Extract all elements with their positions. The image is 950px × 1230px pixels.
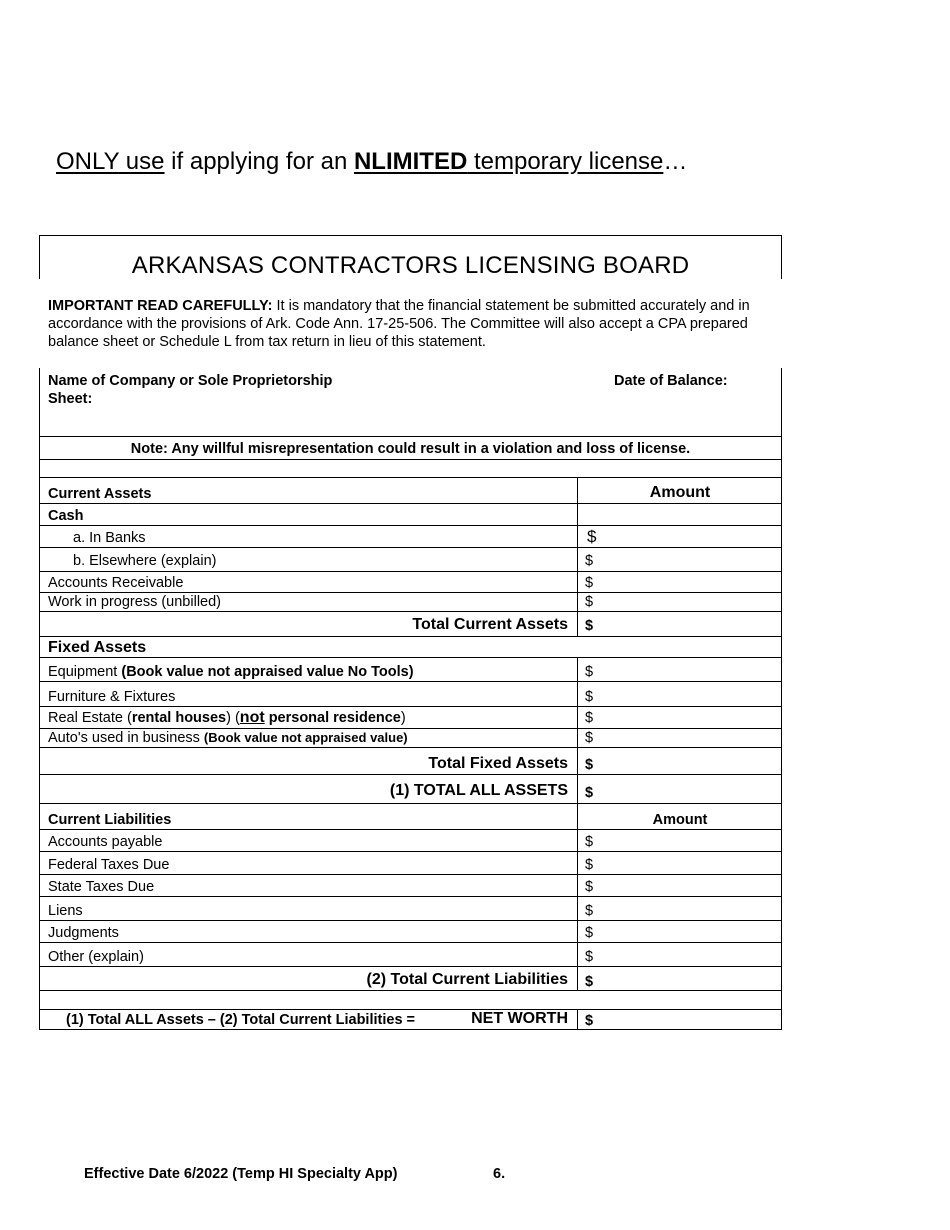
- divider: [39, 477, 782, 478]
- company-name-label: Name of Company or Sole Proprietorship: [48, 373, 333, 389]
- judgments-amount[interactable]: $: [585, 925, 594, 941]
- furniture-label: Furniture & Fixtures: [48, 689, 176, 705]
- divider: [39, 459, 782, 460]
- equipment-note: (Book value not appraised value No Tools): [121, 664, 414, 680]
- total-fixed-assets-label: Total Fixed Assets: [428, 755, 568, 772]
- sheet-label: Sheet:: [48, 391, 93, 407]
- net-worth-amount[interactable]: $: [585, 1013, 594, 1029]
- in-banks-amount[interactable]: $: [587, 527, 597, 546]
- divider: [39, 547, 782, 548]
- current-liabilities-header: Current Liabilities: [48, 812, 172, 828]
- real-estate-close: ): [400, 710, 406, 726]
- payable-label: Accounts payable: [48, 834, 163, 850]
- heading-ellipsis: …: [663, 148, 688, 175]
- receivable-label: Accounts Receivable: [48, 575, 184, 591]
- amount-header: Amount: [649, 484, 711, 501]
- furniture-amount[interactable]: $: [585, 689, 594, 705]
- divider: [39, 436, 782, 437]
- judgments-label: Judgments: [48, 925, 119, 941]
- divider: [39, 803, 782, 804]
- liens-label: Liens: [48, 903, 83, 919]
- net-worth-formula: (1) Total ALL Assets – (2) Total Current Liabilities =: [66, 1012, 415, 1028]
- divider: [39, 774, 782, 775]
- form-instruction-heading: [56, 148, 687, 176]
- misrepresentation-note: Note: Any willful misrepresentation could result in a violation and loss of license.: [130, 441, 691, 457]
- real-estate-paren: ) (: [226, 710, 240, 726]
- divider: [39, 942, 782, 943]
- heading-only-use: ONLY use: [56, 148, 165, 175]
- elsewhere-label: b. Elsewhere (explain): [73, 553, 217, 569]
- autos-amount[interactable]: $: [585, 730, 594, 746]
- state-taxes-amount[interactable]: $: [585, 879, 594, 895]
- divider: [39, 592, 782, 593]
- in-banks-label: a. In Banks: [73, 530, 146, 546]
- divider: [39, 657, 782, 658]
- federal-taxes-label: Federal Taxes Due: [48, 857, 170, 873]
- important-text: It is mandatory that the financial statement be submitted accurately and in accordance with the provisions of Ark. Code Ann. 17-25-506. The Committee will also accept a CPA prepared balance sheet or Schedule L from tax return in lieu of this statement.: [48, 298, 750, 350]
- receivable-amount[interactable]: $: [585, 575, 594, 591]
- elsewhere-amount[interactable]: $: [585, 553, 594, 569]
- payable-amount[interactable]: $: [585, 834, 594, 850]
- liabilities-amount-header: Amount: [652, 812, 708, 828]
- important-notice: [48, 297, 778, 351]
- net-worth-label: NET WORTH: [471, 1010, 568, 1027]
- cash-label: Cash: [48, 508, 84, 524]
- heading-nlimited: NLIMITED: [353, 148, 468, 175]
- heading-temporary-license: temporary license: [467, 148, 664, 175]
- real-estate-text: Real Estate (: [48, 710, 132, 726]
- divider: [39, 896, 782, 897]
- divider: [39, 747, 782, 748]
- other-label: Other (explain): [48, 949, 144, 965]
- equipment-label: [48, 664, 414, 680]
- current-assets-header: Current Assets: [48, 486, 152, 502]
- real-estate-amount[interactable]: $: [585, 710, 594, 726]
- wip-label: Work in progress (unbilled): [48, 594, 221, 610]
- state-taxes-label: State Taxes Due: [48, 879, 155, 895]
- total-all-assets-label: (1) TOTAL ALL ASSETS: [389, 782, 568, 799]
- total-current-assets-label: Total Current Assets: [412, 616, 568, 633]
- total-liabilities-amount[interactable]: $: [585, 974, 594, 990]
- autos-note: (Book value not appraised value): [203, 730, 408, 745]
- divider: [39, 525, 782, 526]
- real-estate-label: [48, 709, 406, 727]
- autos-label: [48, 730, 408, 746]
- important-label: IMPORTANT READ CAREFULLY:: [48, 298, 273, 314]
- total-current-assets-amount[interactable]: $: [585, 618, 594, 634]
- effective-date: Effective Date 6/2022 (Temp HI Specialty App): [84, 1166, 398, 1182]
- fixed-assets-header: Fixed Assets: [48, 639, 147, 656]
- date-of-balance-label: Date of Balance:: [614, 373, 728, 389]
- divider: [39, 611, 782, 612]
- divider: [39, 706, 782, 707]
- federal-taxes-amount[interactable]: $: [585, 857, 594, 873]
- divider: [39, 636, 782, 637]
- real-estate-rental: rental houses: [131, 710, 227, 726]
- other-amount[interactable]: $: [585, 949, 594, 965]
- liens-amount[interactable]: $: [585, 903, 594, 919]
- divider: [39, 571, 782, 572]
- divider: [39, 874, 782, 875]
- total-liabilities-label: (2) Total Current Liabilities: [366, 971, 568, 988]
- divider: [39, 728, 782, 729]
- company-name-field[interactable]: [40, 408, 781, 436]
- divider: [39, 829, 782, 830]
- total-all-assets-amount[interactable]: $: [585, 785, 594, 801]
- equipment-text: Equipment: [48, 664, 122, 680]
- heading-text: if applying for an: [164, 148, 354, 175]
- divider: [39, 990, 782, 991]
- divider: [39, 503, 782, 504]
- page-number: 6.: [493, 1166, 506, 1182]
- real-estate-not: not: [239, 709, 265, 726]
- autos-text: Auto's used in business: [48, 730, 204, 746]
- total-fixed-assets-amount[interactable]: $: [585, 757, 594, 773]
- divider: [39, 920, 782, 921]
- divider: [39, 851, 782, 852]
- column-divider: [577, 1009, 578, 1030]
- real-estate-residence: personal residence: [264, 710, 401, 726]
- divider: [39, 681, 782, 682]
- divider: [39, 966, 782, 967]
- board-title: ARKANSAS CONTRACTORS LICENSING BOARD: [131, 252, 690, 279]
- divider: [39, 1009, 782, 1010]
- equipment-amount[interactable]: $: [585, 664, 594, 680]
- wip-amount[interactable]: $: [585, 594, 594, 610]
